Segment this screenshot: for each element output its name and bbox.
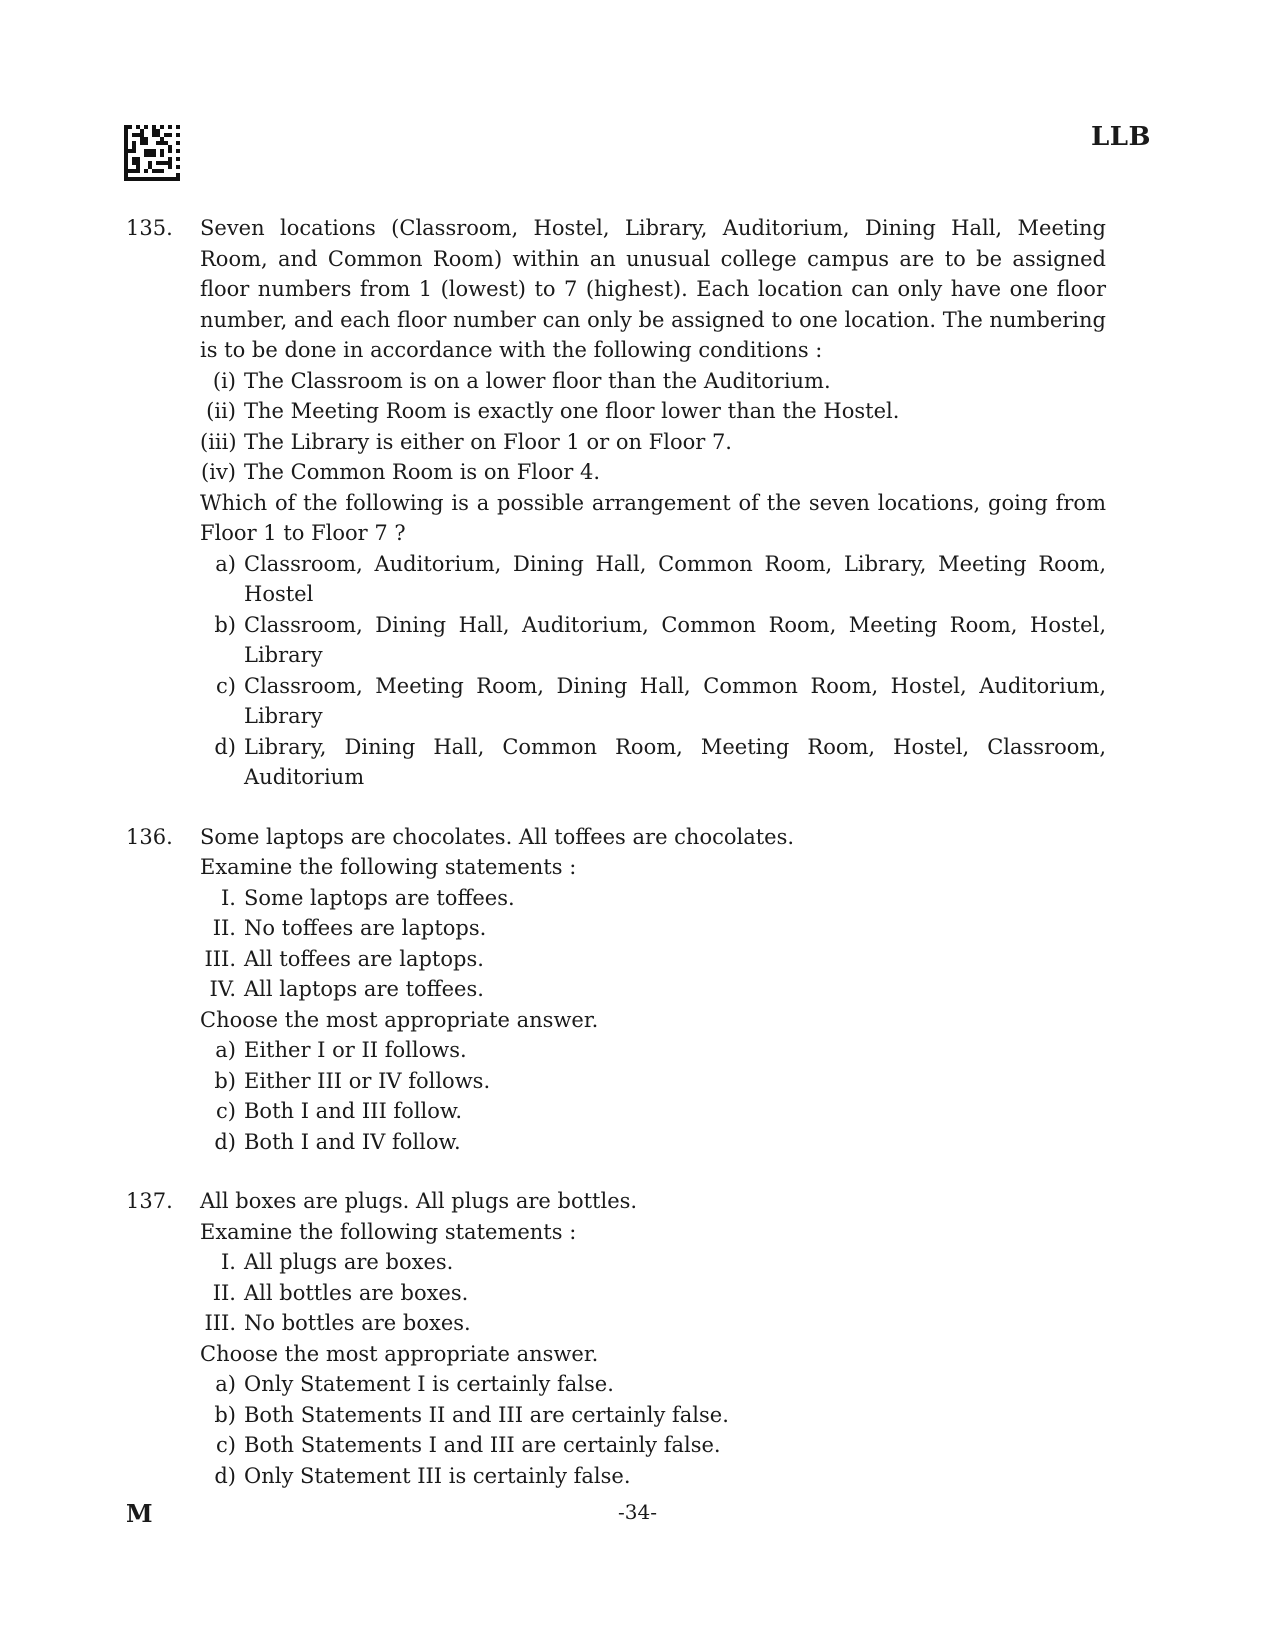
statement-text: No bottles are boxes.	[244, 1311, 471, 1335]
question-number: 137.	[126, 1189, 173, 1213]
question-137	[126, 1186, 1106, 1491]
statement-item	[200, 1308, 1106, 1339]
statement-item	[200, 1278, 1106, 1309]
question-list	[126, 213, 1106, 1520]
option-text: Both I and III follow.	[244, 1099, 463, 1123]
option-text: Classroom, Dining Hall, Auditorium, Common Room, Meeting Room, Hostel, Library	[244, 612, 1106, 667]
question-prompt: Choose the most appropriate answer.	[200, 1007, 599, 1032]
answer-option	[200, 610, 1106, 671]
option-text: Library, Dining Hall, Common Room, Meeting Room, Hostel, Classroom, Auditorium	[244, 734, 1106, 789]
option-label: b)	[214, 612, 236, 637]
option-label: a)	[215, 551, 236, 576]
option-label: a)	[215, 1038, 236, 1062]
answer-option	[200, 1096, 1106, 1127]
statements-intro: Examine the following statements :	[200, 1219, 577, 1244]
statement-label: II.	[212, 1280, 236, 1305]
condition-item	[200, 457, 1106, 488]
option-label: c)	[216, 1099, 236, 1123]
answer-option	[200, 549, 1106, 610]
answer-option	[200, 1369, 1106, 1400]
page-number: -34-	[618, 1500, 657, 1524]
statement-label: III.	[204, 946, 236, 971]
statement-text: All toffees are laptops.	[244, 946, 484, 971]
statement-label: I.	[221, 885, 236, 910]
condition-item	[200, 396, 1106, 427]
option-text: Only Statement I is certainly false.	[244, 1372, 614, 1396]
question-prompt: Which of the following is a possible arrangement of the seven locations, going from Floor 1 to Floor 7 ?	[200, 490, 1106, 545]
answer-option	[200, 1430, 1106, 1461]
option-label: a)	[215, 1372, 236, 1396]
answer-option	[200, 1127, 1106, 1158]
answer-option	[200, 671, 1106, 732]
statement-item	[200, 883, 1106, 914]
statement-label: II.	[212, 916, 236, 940]
option-text: Either I or II follows.	[244, 1038, 467, 1062]
condition-label: (iii)	[200, 429, 237, 454]
option-label: d)	[214, 1129, 236, 1154]
statement-label: IV.	[209, 977, 236, 1001]
answer-option	[200, 1461, 1106, 1492]
condition-text: The Library is either on Floor 1 or on Floor 7.	[244, 429, 732, 454]
statement-item	[200, 1247, 1106, 1278]
question-stem: Some laptops are chocolates. All toffees are chocolates.	[200, 824, 795, 849]
statement-item	[200, 913, 1106, 944]
statement-label: III.	[204, 1311, 236, 1335]
question-prompt: Choose the most appropriate answer.	[200, 1341, 599, 1366]
option-text: Both Statements I and III are certainly false.	[244, 1433, 721, 1457]
option-text: Both Statements II and III are certainly false.	[244, 1402, 729, 1427]
option-label: b)	[214, 1068, 236, 1093]
question-stem: Seven locations (Classroom, Hostel, Library, Auditorium, Dining Hall, Meeting Room, and Common Room) within an unusual college campus are to be assigned floor numbers from 1 (lowest) to 7 (highest). Each location can only have one floor number, and each floor number can only be assigned to one location. The numbering is to be done in accordance with the following conditions :	[200, 216, 1106, 362]
answer-option	[200, 1400, 1106, 1431]
option-label: c)	[216, 673, 236, 698]
statement-label: I.	[221, 1250, 236, 1274]
statement-text: Some laptops are toffees.	[244, 885, 515, 910]
condition-label: (ii)	[206, 399, 236, 423]
answer-option	[200, 1035, 1106, 1066]
answer-option	[200, 732, 1106, 793]
question-136	[126, 822, 1106, 1158]
option-text: Classroom, Meeting Room, Dining Hall, Common Room, Hostel, Auditorium, Library	[244, 673, 1106, 728]
option-text: Classroom, Auditorium, Dining Hall, Common Room, Library, Meeting Room, Hostel	[244, 551, 1106, 606]
question-stem: All boxes are plugs. All plugs are bottles.	[200, 1189, 638, 1213]
statement-text: All bottles are boxes.	[244, 1280, 469, 1305]
exam-code: LLB	[1090, 122, 1151, 152]
condition-text: The Common Room is on Floor 4.	[244, 460, 601, 484]
question-number: 135.	[126, 216, 173, 240]
statement-item	[200, 974, 1106, 1005]
option-label: b)	[214, 1402, 236, 1427]
condition-label: (iv)	[201, 460, 236, 484]
option-label: d)	[214, 1463, 236, 1488]
condition-label: (i)	[212, 368, 236, 393]
condition-text: The Classroom is on a lower floor than the Auditorium.	[244, 368, 831, 393]
statement-text: All plugs are boxes.	[244, 1250, 454, 1274]
series-mark: M	[126, 1499, 153, 1528]
question-135	[126, 213, 1106, 793]
answer-option	[200, 1066, 1106, 1097]
question-number: 136.	[126, 824, 173, 849]
option-text: Both I and IV follow.	[244, 1129, 461, 1154]
option-text: Either III or IV follows.	[244, 1068, 491, 1093]
statement-text: All laptops are toffees.	[244, 977, 484, 1001]
condition-text: The Meeting Room is exactly one floor lower than the Hostel.	[244, 399, 900, 423]
option-label: c)	[216, 1433, 236, 1457]
statements-intro: Examine the following statements :	[200, 855, 577, 879]
condition-item	[200, 366, 1106, 397]
option-text: Only Statement III is certainly false.	[244, 1463, 631, 1488]
condition-item	[200, 427, 1106, 458]
statement-text: No toffees are laptops.	[244, 916, 487, 940]
statement-item	[200, 944, 1106, 975]
datamatrix-barcode	[124, 124, 180, 182]
option-label: d)	[214, 734, 236, 759]
